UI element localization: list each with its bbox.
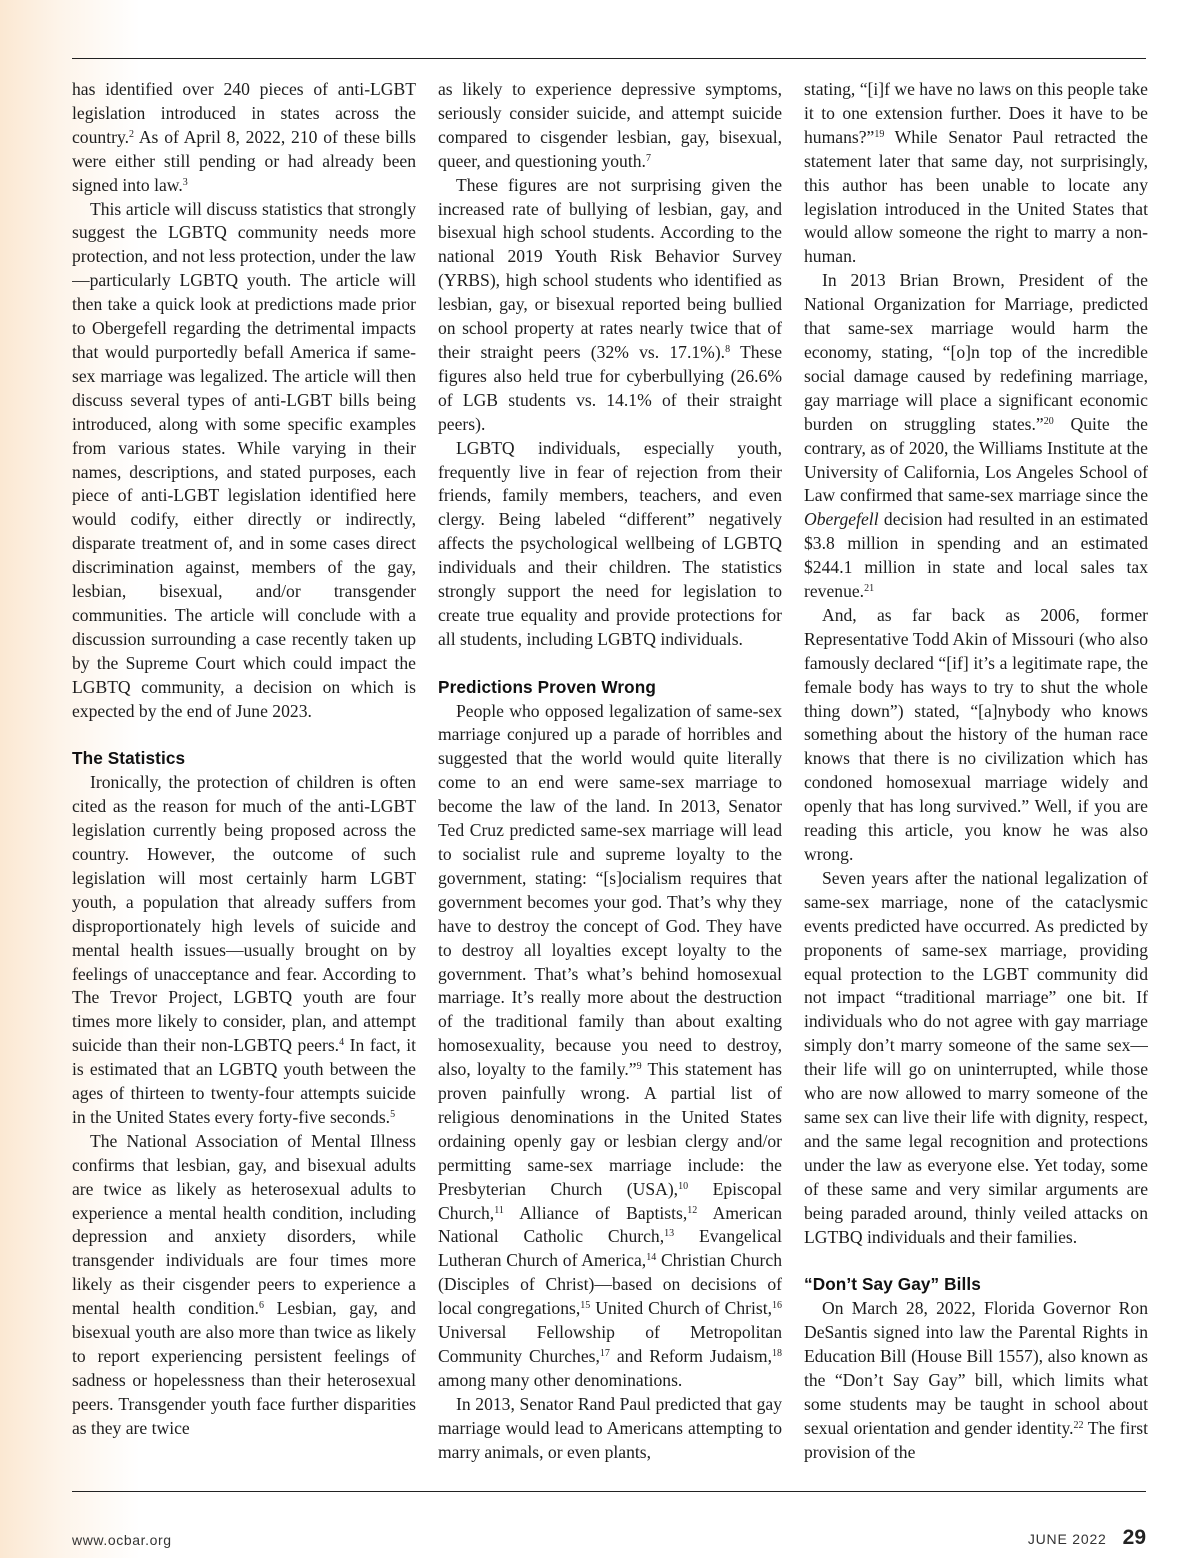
section-heading: “Don’t Say Gay” Bills <box>804 1274 981 1295</box>
footer-meta <box>1028 1526 1146 1550</box>
footnote-ref[interactable]: 22 <box>1073 1419 1084 1431</box>
paragraph: In 2013, Senator Rand Paul predicted that gay marriage would lead to Americans attempting to marry animals, or even plants, <box>438 1393 782 1462</box>
footnote-ref[interactable]: 6 <box>258 1300 264 1312</box>
case-name: Obergefell <box>804 509 879 530</box>
section-heading: The Statistics <box>72 748 186 769</box>
footnote-ref[interactable]: 2 <box>129 128 134 140</box>
footnote-ref[interactable]: 20 <box>1043 415 1054 427</box>
footnote-ref[interactable]: 9 <box>636 1061 642 1073</box>
footnote-ref[interactable]: 19 <box>874 128 885 140</box>
footnote-ref[interactable]: 11 <box>494 1204 504 1216</box>
footnote-ref[interactable]: 3 <box>182 176 188 188</box>
footnote-ref[interactable]: 10 <box>678 1180 689 1192</box>
article-columns <box>72 78 1148 1490</box>
page-number: 29 <box>1122 1526 1146 1549</box>
paragraph: has identified over 240 pieces of anti-LGBT legislation introduced in states across the country.$^2$ As of April 8, 2022, 210 of these bills were either still pending or had already been signed into law.$^3$ <box>72 79 416 195</box>
paragraph: And, as far back as 2006, former Representative Todd Akin of Missouri (who also famously declared “[if] it’s a legitimate rape, the female body has ways to try to shut the whole thing down”) stated, “[a]nybody who knows something about the history of the human race knows that there is no civilization which has condoned homosexual marriage widely and openly that has long survived.” Well, if you are reading this article, you know he was also wrong. <box>804 604 1148 864</box>
paragraph: People who opposed legalization of same-sex marriage conjured up a parade of horribles and suggested that the world would quite literally come to an end were same-sex marriage to become the law of the land. In 2013, Senator Ted Cruz predicted same-sex marriage will lead to socialist rule and supreme loyalty to the government, stating: “[s]ocialism requires that government becomes your god. That’s why they have to destroy the concept of God. They have to destroy all loyalties except loyalty to the government. That’s what’s behind homosexual marriage. It’s really more about the destruction of the traditional family than about exalting homosexuality, because you need to destroy, also, loyalty to the family.”$^9$ This statement has proven painfully wrong. A partial list of religious denominations in the United States ordaining openly gay or lesbian clergy and/or permitting same-sex marriage include: the Presbyterian Church (USA),$^{10}$ Episcopal Church,$^{11}$ Alliance of Baptists,$^{12}$ American National Catholic Church,$^{13}$ Evangelical Lutheran Church of America,$^{14}$ Christian Church (Disciples of Christ)—based on decisions of local congregations,$^{15}$ United Church of Christ,$^{16}$ Universal Fellowship of Metropolitan Community Churches,$^{17}$ and Reform Judaism,$^{18}$ among many other denominations. <box>438 700 782 1390</box>
paragraph: The National Association of Mental Illness confirms that lesbian, gay, and bisexual adults are twice as likely as heterosexual adults to experience a mental health condition, including depression and anxiety disorders, while transgender individuals are four times more likely as their cisgender peers to experience a mental health condition.$^6$ Lesbian, gay, and bisexual youth are also more than twice as likely to report experiencing persistent feelings of sadness or hopelessness than their heterosexual peers. Transgender youth face further disparities as they are twice <box>72 1130 416 1438</box>
footnote-ref[interactable]: 16 <box>772 1300 782 1312</box>
footer-rule <box>72 1491 1146 1492</box>
paragraph: In 2013 Brian Brown, President of the National Organization for Marriage, predicted that same-sex marriage would harm the economy, stating, “[o]n top of the incredible social damage caused by redefining marriage, gay marriage will place a significant economic burden on struggling states.”$^{20}$ Quite the contrary, as of 2020, the Williams Institute at the University of California, Los Angeles School of Law confirmed that same-sex marriage since the Obergefell decision had resulted in an estimated $3.8 million in spending and an estimated $244.1 million in state and local sales tax revenue.$^{21}$ <box>804 270 1148 602</box>
footnote-ref[interactable]: 7 <box>645 152 651 164</box>
paragraph: LGBTQ individuals, especially youth, frequently live in fear of rejection from their friends, family members, teachers, and even clergy. Being labeled “different” negatively affects the psychological wellbeing of LGBTQ individuals and their children. The statistics strongly support the need for legislation to create true equality and provide protections for all students, including LGBTQ individuals. <box>438 437 782 649</box>
footnote-ref[interactable]: 18 <box>772 1348 782 1360</box>
section-heading: Predictions Proven Wrong <box>438 676 656 697</box>
paragraph: On March 28, 2022, Florida Governor Ron DeSantis signed into law the Parental Rights in Education Bill (House Bill 1557), also known as the “Don’t Say Gay” bill, which limits what some students may be taught in school about sexual orientation and gender identity.$^{22}$ The first provision of the <box>804 1298 1148 1462</box>
footnote-ref[interactable]: 15 <box>580 1300 591 1312</box>
footnote-ref[interactable]: 5 <box>390 1108 396 1120</box>
footnote-ref[interactable]: 21 <box>864 583 875 595</box>
paragraph: Seven years after the national legalization of same-sex marriage, none of the cataclysmic events predicted have occurred. As predicted by proponents of same-sex marriage, providing equal protection to the LGBT community did not impact “traditional marriage” one bit. If individuals who do not agree with gay marriage simply don’t marry someone of the same sex—their life will go on uninterrupted, while those who are now allowed to marry someone of the same sex can live their life with dignity, respect, and the same legal recognition and protections under the law as everyone else. Yet today, some of these same and very similar arguments are being paraded around, thinly veiled attacks on LGTBQ individuals and their families. <box>804 867 1148 1247</box>
paragraph: Ironically, the protection of children is often cited as the reason for much of the anti-LGBT legislation currently being proposed across the country. However, the outcome of such legislation will most certainly harm LGBT youth, a population that already suffers from disproportionately high levels of suicide and mental health issues—usually brought on by feelings of unacceptance and fear. According to The Trevor Project, LGBTQ youth are four times more likely to consider, plan, and attempt suicide than their non-LGBTQ peers.$^4$ In fact, it is estimated that an LGBTQ youth between the ages of thirteen to twenty-four attempts suicide in the United States every forty-five seconds.$^5$ <box>72 772 416 1127</box>
footnote-ref[interactable]: 12 <box>687 1204 698 1216</box>
footnote-ref[interactable]: 4 <box>339 1037 345 1049</box>
column-2 <box>438 78 782 1490</box>
footnote-ref[interactable]: 8 <box>725 343 731 355</box>
header-rule <box>72 58 1146 59</box>
paragraph: These figures are not surprising given the increased rate of bullying of lesbian, gay, and bisexual high school students. According to the national 2019 Youth Risk Behavior Survey (YRBS), high school students who identified as lesbian, gay, or bisexual reported being bullied on school property at rates nearly twice that of their straight peers (32% vs. 17.1%).$^8$ These figures also held true for cyberbullying (26.6% of LGB students vs. 14.1% of their straight peers). <box>438 174 782 434</box>
paragraph: stating, “[i]f we have no laws on this people take it to one extension further. Does it have to be humans?”$^{19}$ While Senator Paul retracted the statement later that same day, not surprisingly, this author has been unable to locate any legislation introduced in the United States that would allow someone the right to marry a non-human. <box>804 79 1148 267</box>
footnote-ref[interactable]: 17 <box>599 1348 610 1360</box>
footnote-ref[interactable]: 14 <box>646 1252 657 1264</box>
column-1 <box>72 78 416 1490</box>
paragraph: This article will discuss statistics that strongly suggest the LGBTQ community needs more protection, and not less protection, under the law—particularly LGBTQ youth. The article will then take a quick look at predictions made prior to Obergefell regarding the detrimental impacts that would purportedly befall America if same-sex marriage was legalized. The article will then discuss several types of anti-LGBT bills being introduced, along with some specific examples from various states. While varying in their names, descriptions, and stated purposes, each piece of anti-LGBT legislation identified here would codify, either directly or indirectly, disparate treatment of, and in some cases direct discrimination against, members of the gay, lesbian, bisexual, and/or transgender communities. The article will conclude with a discussion surrounding a case recently taken up by the Supreme Court which could impact the LGBTQ community, a decision on which is expected by the end of June 2023. <box>72 198 416 721</box>
issue-date: JUNE 2022 <box>1027 1531 1107 1547</box>
website-link[interactable]: www.ocbar.org <box>72 1532 172 1548</box>
paragraph: as likely to experience depressive symptoms, seriously consider suicide, and attempt suicide compared to cisgender lesbian, gay, bisexual, queer, and questioning youth.$^7$ <box>438 79 782 171</box>
column-3 <box>804 78 1148 1490</box>
footnote-ref[interactable]: 13 <box>664 1228 675 1240</box>
